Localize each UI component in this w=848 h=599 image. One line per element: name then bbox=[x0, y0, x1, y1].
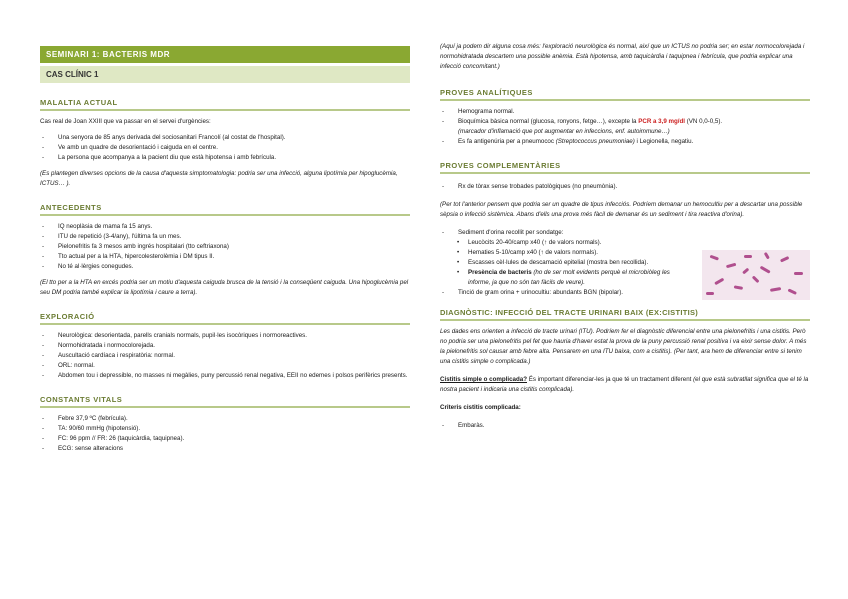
list-item: - No té al·lèrgies conegudes. bbox=[40, 262, 410, 272]
seminar-title: SEMINARI 1: BACTERIS MDR bbox=[40, 46, 410, 63]
list-item: - Pielonefritis fa 3 mesos amb ingrés hospitalari (tto ceftriaxona) bbox=[40, 242, 410, 252]
list-item: - Febre 37,9 ºC (febrícula). bbox=[40, 414, 410, 424]
case-title: CAS CLÍNIC 1 bbox=[40, 66, 410, 83]
analitiques-list bbox=[440, 107, 810, 147]
pcr-value: PCR a 3,9 mg/dl bbox=[638, 118, 685, 125]
section-malaltia-heading: MALALTIA ACTUAL bbox=[40, 98, 410, 111]
pcr-reference: (VN 0,0-0,5). bbox=[684, 118, 723, 125]
section-constants-heading: CONSTANTS VITALS bbox=[40, 395, 410, 408]
list-item: - Sediment d'orina recollit per sondatge: bbox=[440, 228, 810, 238]
antigenuria-result: i Legionella, negatiu. bbox=[634, 138, 694, 145]
section-exploracio-heading: EXPLORACIÓ bbox=[40, 312, 410, 325]
antigenuria-text: Es fa antigenúria per a pneumococ bbox=[458, 138, 556, 145]
sediment-sublist bbox=[454, 238, 690, 288]
list-item: - ORL: normal. bbox=[40, 361, 410, 371]
complementaries-list-3 bbox=[440, 288, 810, 298]
complementaries-list-1 bbox=[440, 182, 810, 192]
criteris-heading: Criteris cistitis complicada: bbox=[440, 404, 521, 411]
list-item: - Abdomen tou i depressible, no masses ni megàlies, puny percussió renal negativa, EEII no edemes i polsos perifèrics presents. bbox=[40, 371, 410, 381]
list-item: • Escasses cèl·lules de descamació epitelial (mostra ben recollida). bbox=[454, 258, 690, 268]
constants-list bbox=[40, 414, 410, 454]
complementaries-list-2 bbox=[440, 228, 810, 238]
list-item: - Una senyora de 85 anys derivada del sociosanitari Francolí (al costat de l'hospital). bbox=[40, 133, 410, 143]
complementaries-note: (Per tot l'anterior pensem que podria ser un quadre de tipus infecciós. Podríem demanar un hemocultiu per a descartar una possible sèpsia o infecció sistèmica. Abans d'ells una prova més fàcil de demanar és un sediment i tira reactiva d'orina). bbox=[440, 201, 803, 218]
list-item bbox=[454, 268, 690, 288]
criteris-list bbox=[440, 421, 810, 431]
list-item: - TA: 90/60 mmHg (hipotensió). bbox=[40, 424, 410, 434]
antecedents-list bbox=[40, 222, 410, 272]
cistitis-question-note: (el que està subratllat significa que el té la nostra pacient i indicaria una cistitis complicada). bbox=[440, 376, 809, 393]
malaltia-list bbox=[40, 133, 410, 163]
list-item: - Tinció de gram orina + urinocultiu: abundants BGN (bipolar). bbox=[440, 288, 810, 298]
antecedents-note: (El tto per a la HTA en excés podria ser un motiu d'aquesta caiguda brusca de la tensió i la conseqüent caiguda. Una hipoglucèmia pel seu DM podria també explicar la lipotímia i caure a terra). bbox=[40, 279, 409, 296]
list-item: - Hemograma normal. bbox=[440, 107, 810, 117]
list-item: - La persona que acompanya a la pacient diu que està hipotensa i amb febrícula. bbox=[40, 153, 410, 163]
pcr-note: (marcador d'inflamació que pot augmentar en infeccions, enf. autoimmune…) bbox=[458, 128, 670, 135]
list-item: - Rx de tòrax sense trobades patològiques (no pneumònia). bbox=[440, 182, 810, 192]
bacteris-note: (ho de ser molt evidents perquè el microbiòleg les informe, ja que no són tan fàcils de veure). bbox=[468, 269, 670, 286]
list-item bbox=[440, 117, 810, 137]
right-intro-note: (Aquí ja podem dir alguna cosa més: l'exploració neurològica és normal, així que un ICTUS no podria ser; en estar normocolorejada i normohidratada descartem una possible anèmia. Està hipotensa, amb taquicàrdia i taquipnea i febrícula, que podria explicar una infecció concomitant.) bbox=[440, 43, 805, 70]
diagnostic-paragraph: Les dades ens orienten a infecció de tracte urinari (ITU). Podríem fer el diagnòstic diferencial entre una pielonefritis i una cistitis. Però no podria ser una pielonefritis pel fet que hauria d'haver estat la prova de la puny percussió renal positiva i va eixir sense dolor. A més la pielonefritis sol causar amb febre alta. Pensarem en una ITU baixa, com a cistitis). (Per tant, ara hem de diferenciar entre si tenim una cistitis simple o complicada.) bbox=[440, 328, 807, 365]
right-column bbox=[440, 0, 810, 431]
list-item: - FC: 96 ppm // FR: 26 (taquicàrdia, taquipnea). bbox=[40, 434, 410, 444]
malaltia-intro: Cas real de Joan XXIII que va passar en el servei d'urgències: bbox=[40, 118, 211, 125]
cistitis-question-text: És important diferenciar-les ja que té un tractament diferent bbox=[527, 376, 694, 383]
malaltia-note: (Es plantegen diverses opcions de la causa d'aquesta simptomatologia: podria ser una infecció, alguna lipotímia per hipoglucèmia, ICTUS… ). bbox=[40, 170, 398, 187]
list-item bbox=[440, 137, 810, 147]
list-item: - Tto actual per a la HTA, hipercolesterolèmia i DM tipus II. bbox=[40, 252, 410, 262]
list-item: - Embaràs. bbox=[440, 421, 810, 431]
antigenuria-species: (Streptococcus pneumoniae) bbox=[555, 138, 635, 145]
left-column bbox=[40, 0, 410, 454]
list-item: - Normohidratada i normocolorejada. bbox=[40, 341, 410, 351]
list-item: - ITU de repetició (3-4/any), l'última fa un mes. bbox=[40, 232, 410, 242]
sediment-block bbox=[440, 228, 810, 298]
bioquimica-text: Bioquímica bàsica normal (glucosa, ronyons, fetge…), excepte la bbox=[458, 118, 639, 125]
diagnostic-question bbox=[440, 375, 810, 395]
list-item: - ECG: sense alteracions bbox=[40, 444, 410, 454]
list-item: - Ve amb un quadre de desorientació i caiguda en el centre. bbox=[40, 143, 410, 153]
list-item: - Neurològica: desorientada, parells cranials normals, pupil·les isocòriques i normoreactives. bbox=[40, 331, 410, 341]
list-item: - Auscultació cardíaca i respiratòria: normal. bbox=[40, 351, 410, 361]
list-item: • Hematies 5-10/camp x40 (↑ de valors normals). bbox=[454, 248, 690, 258]
cistitis-question-label: Cistitis simple o complicada? bbox=[440, 376, 527, 383]
section-diagnostic-heading: DIAGNÒSTIC: INFECCIÓ DEL TRACTE URINARI BAIX (EX:CISTITIS) bbox=[440, 308, 810, 321]
exploracio-list bbox=[40, 331, 410, 381]
section-antecedents-heading: ANTECEDENTS bbox=[40, 203, 410, 216]
list-item: • Leucòcits 20-40/camp x40 (↑ de valors normals). bbox=[454, 238, 690, 248]
section-analitiques-heading: PROVES ANALÍTIQUES bbox=[440, 88, 810, 101]
list-item: - IQ neoplàsia de mama fa 15 anys. bbox=[40, 222, 410, 232]
bacteris-label: Presència de bacteris bbox=[468, 269, 532, 276]
section-complementaries-heading: PROVES COMPLEMENTÀRIES bbox=[440, 161, 810, 174]
